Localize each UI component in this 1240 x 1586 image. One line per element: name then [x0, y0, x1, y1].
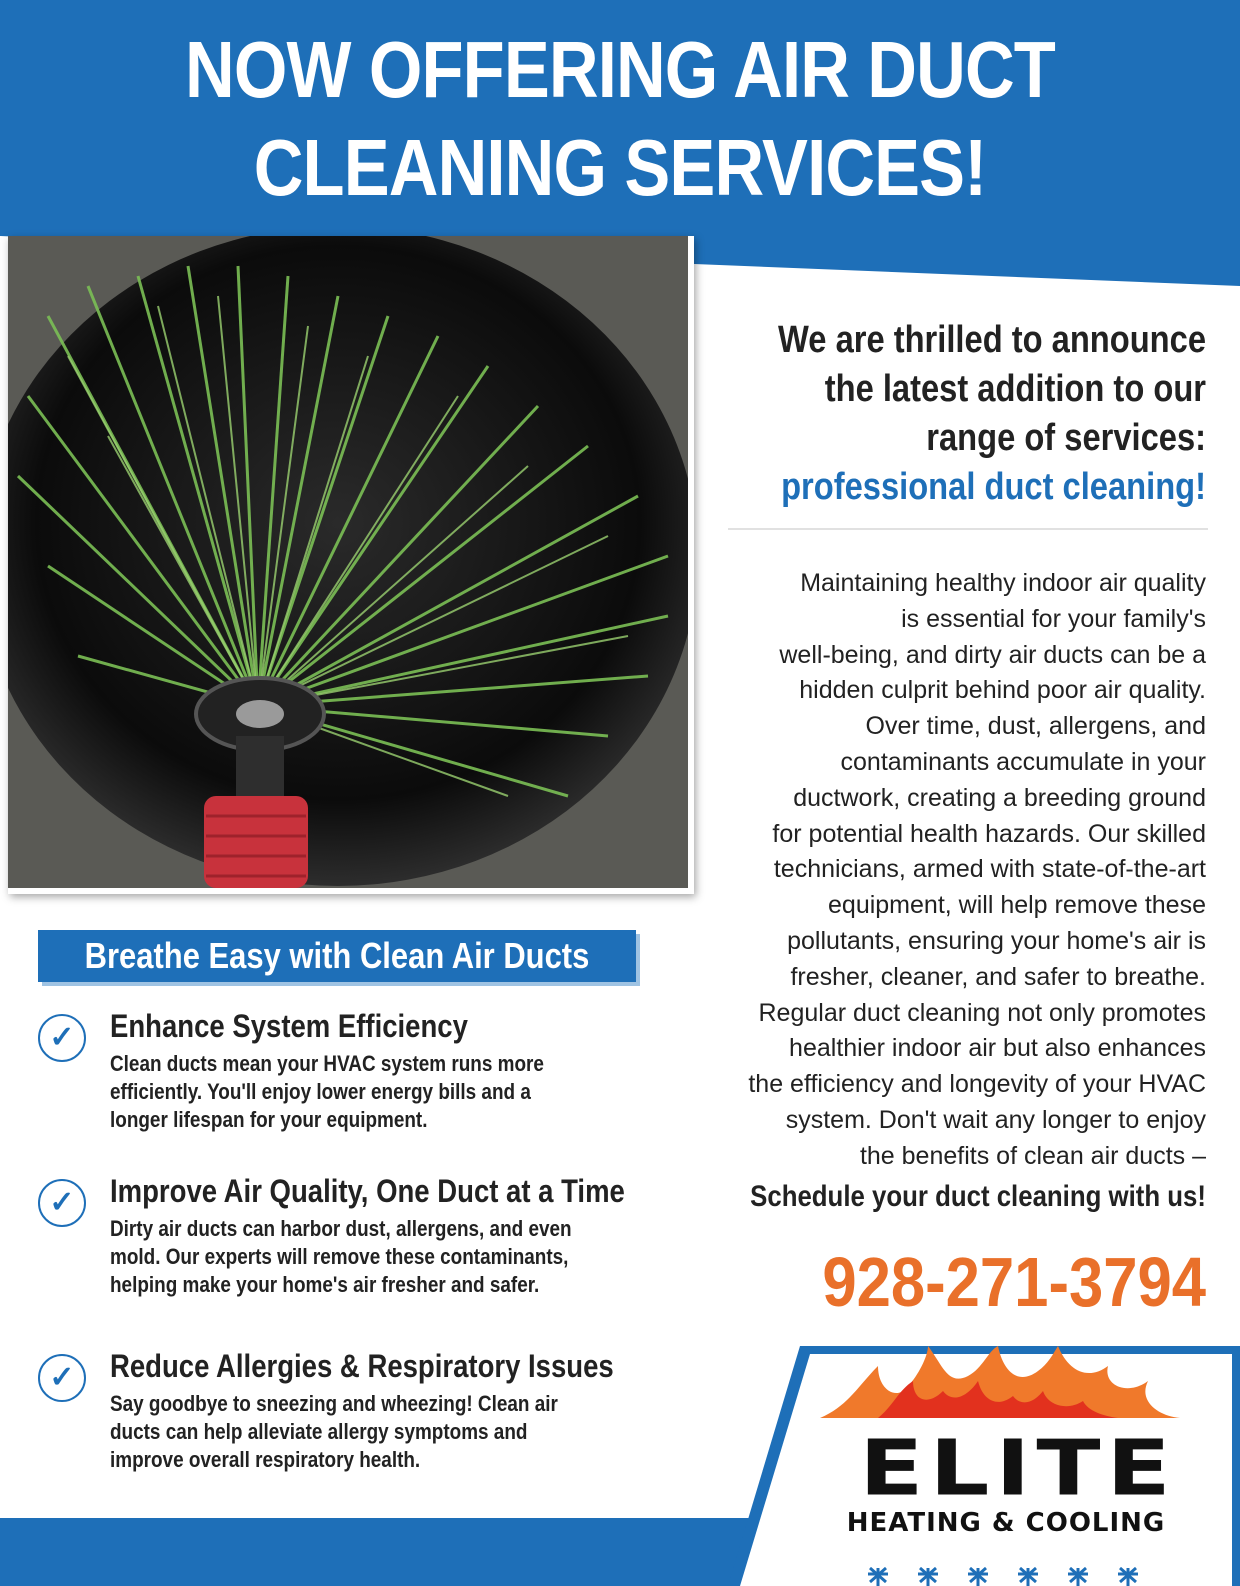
benefit-heading: Enhance System Efficiency [110, 1008, 468, 1044]
intro-divider [728, 528, 1208, 530]
check-circle-icon: ✓ [38, 1179, 86, 1227]
intro-line-2: the latest addition to our [824, 368, 1206, 410]
body-line: hidden culprit behind poor air quality. [799, 676, 1206, 705]
headline-line-1: NOW OFFERING AIR DUCT [185, 25, 1055, 114]
phone-number[interactable]: 928-271-3794 [822, 1243, 1206, 1321]
duct-brush-photo [8, 236, 694, 894]
benefit-desc-line: improve overall respiratory health. [110, 1447, 421, 1472]
benefit-desc-line: helping make your home's air fresher and safer. [110, 1272, 540, 1297]
intro-line-3: range of services: [926, 417, 1206, 459]
call-to-action: Schedule your duct cleaning with us! [750, 1180, 1206, 1213]
body-line: Regular duct cleaning not only promotes [758, 998, 1206, 1027]
body-line: contaminants accumulate in your [840, 747, 1206, 776]
benefits-title: Breathe Easy with Clean Air Ducts [84, 935, 590, 976]
intro-line-1: We are thrilled to announce [778, 319, 1206, 361]
body-line: fresher, cleaner, and safer to breathe. [790, 962, 1206, 991]
intro-accent: professional duct cleaning! [781, 466, 1206, 508]
body-line: Maintaining healthy indoor air quality [800, 569, 1206, 597]
body-line: well-being, and dirty air ducts can be a [779, 640, 1206, 669]
benefit-desc-line: Dirty air ducts can harbor dust, allergens, and even [110, 1216, 572, 1241]
body-line: pollutants, ensuring your home's air is [787, 926, 1206, 955]
body-line: for potential health hazards. Our skilled [772, 819, 1206, 848]
body-line: healthier indoor air but also enhances [789, 1034, 1206, 1063]
logo-wordmark: ELITE [859, 1424, 1177, 1514]
benefit-desc-line: mold. Our experts will remove these contaminants, [110, 1244, 569, 1269]
logo-subtitle: HEATING & COOLING [846, 1508, 1166, 1538]
body-line: ductwork, creating a breeding ground [793, 783, 1206, 812]
body-line: system. Don't wait any longer to enjoy [785, 1105, 1206, 1134]
benefit-heading: Improve Air Quality, One Duct at a Time [110, 1173, 625, 1209]
benefits-title-box [38, 930, 636, 982]
body-paragraph [646, 566, 1206, 1175]
body-line: the efficiency and longevity of your HVAC [748, 1070, 1206, 1099]
benefit-desc-line: longer lifespan for your equipment. [110, 1107, 428, 1132]
body-line: is essential for your family's [901, 604, 1206, 633]
benefit-description [110, 1050, 626, 1134]
benefit-desc-line: Say goodbye to sneezing and wheezing! Clean air [110, 1391, 558, 1416]
body-line: equipment, will help remove these [828, 891, 1206, 920]
benefit-desc-line: ducts can help alleviate allergy symptoms and [110, 1419, 528, 1444]
benefit-desc-line: efficiently. You'll enjoy lower energy bills and a [110, 1079, 531, 1104]
check-circle-icon: ✓ [38, 1014, 86, 1062]
benefit-desc-line: Clean ducts mean your HVAC system runs more [110, 1051, 544, 1076]
benefit-description [110, 1390, 626, 1474]
body-line: Over time, dust, allergens, and [865, 712, 1206, 741]
duct-brush-image [8, 236, 688, 888]
benefit-heading: Reduce Allergies & Respiratory Issues [110, 1348, 614, 1384]
check-circle-icon: ✓ [38, 1354, 86, 1402]
body-line: the benefits of clean air ducts – [859, 1141, 1206, 1170]
headline-line-2: CLEANING SERVICES! [253, 123, 987, 212]
body-line: technicians, armed with state-of-the-art [773, 855, 1206, 884]
benefit-description [110, 1215, 626, 1299]
